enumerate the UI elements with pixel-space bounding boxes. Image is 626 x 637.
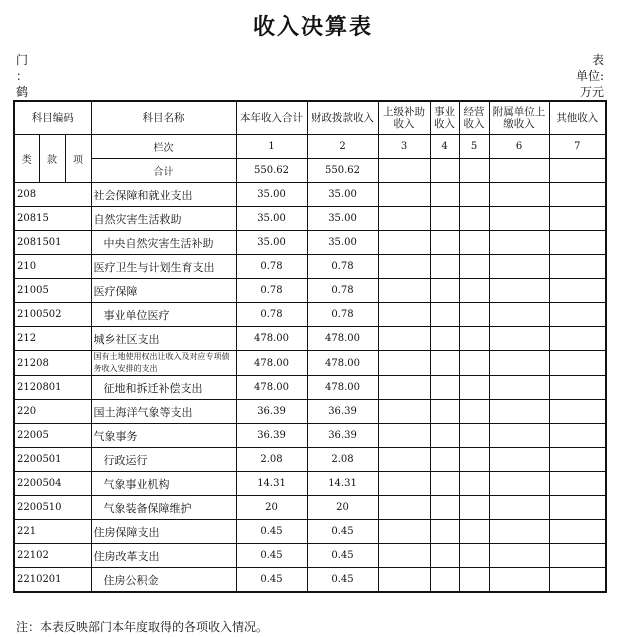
empty-cell xyxy=(549,327,606,351)
col-num-4: 4 xyxy=(430,135,459,159)
empty-cell xyxy=(459,424,489,448)
empty-cell xyxy=(459,183,489,207)
empty-cell xyxy=(489,183,549,207)
empty-cell xyxy=(489,303,549,327)
row-c2: 478.00 xyxy=(307,327,378,351)
form-label: 表 xyxy=(591,53,604,67)
empty-cell xyxy=(549,255,606,279)
row-code: 21208 xyxy=(14,351,91,376)
empty-cell xyxy=(430,472,459,496)
table-row xyxy=(14,568,606,593)
table-row xyxy=(14,255,606,279)
row-c1: 36.39 xyxy=(236,424,307,448)
row-code: 2120801 xyxy=(14,376,91,400)
row-code: 22102 xyxy=(14,544,91,568)
row-code: 2100502 xyxy=(14,303,91,327)
row-c2: 0.78 xyxy=(307,279,378,303)
header-c2: 财政拨款收入 xyxy=(307,101,378,135)
empty-cell xyxy=(459,400,489,424)
empty-cell xyxy=(549,568,606,593)
table-row xyxy=(14,376,606,400)
empty-cell xyxy=(378,255,430,279)
row-name: 征地和拆迁补偿支出 xyxy=(91,376,236,400)
empty-cell xyxy=(549,448,606,472)
row-name: 住房改革支出 xyxy=(91,544,236,568)
empty-cell xyxy=(459,496,489,520)
empty-cell xyxy=(378,400,430,424)
col-num-6: 6 xyxy=(489,135,549,159)
row-c1: 0.45 xyxy=(236,568,307,593)
row-name: 气象装备保障维护 xyxy=(91,496,236,520)
row-c2: 478.00 xyxy=(307,376,378,400)
table-row xyxy=(14,496,606,520)
table-row xyxy=(14,183,606,207)
row-c2: 2.08 xyxy=(307,448,378,472)
income-table xyxy=(13,100,607,593)
row-code: 2200510 xyxy=(14,496,91,520)
empty-cell xyxy=(430,496,459,520)
row-name: 自然灾害生活救助 xyxy=(91,207,236,231)
empty-cell xyxy=(378,520,430,544)
empty-cell xyxy=(378,568,430,593)
empty-cell xyxy=(459,376,489,400)
empty-cell xyxy=(489,279,549,303)
empty-cell xyxy=(459,231,489,255)
row-c1: 14.31 xyxy=(236,472,307,496)
row-name: 医疗保障 xyxy=(91,279,236,303)
empty-cell xyxy=(378,207,430,231)
row-c1: 35.00 xyxy=(236,207,307,231)
empty-cell xyxy=(489,231,549,255)
header-lei: 类 xyxy=(14,135,39,183)
row-c2: 35.00 xyxy=(307,207,378,231)
row-code: 212 xyxy=(14,327,91,351)
empty-cell xyxy=(459,520,489,544)
empty-cell xyxy=(549,207,606,231)
row-code: 20815 xyxy=(14,207,91,231)
empty-cell xyxy=(378,376,430,400)
dept-label-3: 鹤 xyxy=(16,85,29,99)
row-c1: 478.00 xyxy=(236,327,307,351)
empty-cell xyxy=(378,327,430,351)
row-c2: 35.00 xyxy=(307,183,378,207)
table-row xyxy=(14,231,606,255)
row-code: 2200504 xyxy=(14,472,91,496)
empty-cell xyxy=(549,496,606,520)
col-num-3: 3 xyxy=(378,135,430,159)
row-c1: 35.00 xyxy=(236,231,307,255)
header-name: 科目名称 xyxy=(91,101,236,135)
row-c1: 0.78 xyxy=(236,279,307,303)
table-row xyxy=(14,351,606,376)
empty-cell xyxy=(489,568,549,593)
row-name: 社会保障和就业支出 xyxy=(91,183,236,207)
empty-cell xyxy=(549,424,606,448)
empty-cell xyxy=(430,255,459,279)
row-code: 210 xyxy=(14,255,91,279)
empty-cell xyxy=(430,327,459,351)
empty-cell xyxy=(549,279,606,303)
empty-cell xyxy=(489,544,549,568)
row-c2: 20 xyxy=(307,496,378,520)
empty-cell xyxy=(430,376,459,400)
empty-cell xyxy=(378,544,430,568)
row-code: 2210201 xyxy=(14,568,91,593)
row-code: 2200501 xyxy=(14,448,91,472)
empty-cell xyxy=(489,255,549,279)
empty-cell xyxy=(430,207,459,231)
empty-cell xyxy=(430,183,459,207)
empty-cell xyxy=(459,351,489,376)
row-name: 城乡社区支出 xyxy=(91,327,236,351)
empty-cell xyxy=(378,183,430,207)
empty-cell xyxy=(378,303,430,327)
table-row xyxy=(14,400,606,424)
col-num-5: 5 xyxy=(459,135,489,159)
empty-cell xyxy=(430,400,459,424)
row-code: 208 xyxy=(14,183,91,207)
row-code: 2081501 xyxy=(14,231,91,255)
header-c5: 经营收入 xyxy=(459,101,489,135)
row-c1: 20 xyxy=(236,496,307,520)
row-name: 气象事务 xyxy=(91,424,236,448)
row-name: 中央自然灾害生活补助 xyxy=(91,231,236,255)
empty-cell xyxy=(378,472,430,496)
row-c2: 478.00 xyxy=(307,351,378,376)
row-c2: 0.78 xyxy=(307,303,378,327)
row-c2: 0.78 xyxy=(307,255,378,279)
empty-cell xyxy=(430,231,459,255)
empty-cell xyxy=(549,183,606,207)
total-c2: 550.62 xyxy=(307,159,378,183)
empty-cell xyxy=(430,303,459,327)
total-label: 合计 xyxy=(91,159,236,183)
row-c1: 35.00 xyxy=(236,183,307,207)
empty-cell xyxy=(459,544,489,568)
empty-cell xyxy=(549,544,606,568)
empty-cell xyxy=(489,400,549,424)
row-name: 行政运行 xyxy=(91,448,236,472)
row-c1: 0.78 xyxy=(236,255,307,279)
empty-cell xyxy=(549,472,606,496)
table-row xyxy=(14,472,606,496)
empty-cell xyxy=(459,448,489,472)
empty-cell xyxy=(378,424,430,448)
row-c1: 36.39 xyxy=(236,400,307,424)
col-num-2: 2 xyxy=(307,135,378,159)
row-name: 国土海洋气象等支出 xyxy=(91,400,236,424)
header-c4: 事业收入 xyxy=(430,101,459,135)
row-name: 住房保障支出 xyxy=(91,520,236,544)
row-name: 国有土地使用权出让收入及对应专项债务收入安排的支出 xyxy=(91,351,236,376)
empty-cell xyxy=(489,496,549,520)
table-row xyxy=(14,424,606,448)
row-c2: 0.45 xyxy=(307,544,378,568)
empty-cell xyxy=(459,568,489,593)
row-c1: 2.08 xyxy=(236,448,307,472)
header-c7: 其他收入 xyxy=(549,101,606,135)
row-name: 医疗卫生与计划生育支出 xyxy=(91,255,236,279)
empty-cell xyxy=(459,159,489,183)
row-name: 事业单位医疗 xyxy=(91,303,236,327)
table-row xyxy=(14,448,606,472)
empty-cell xyxy=(549,400,606,424)
empty-cell xyxy=(459,303,489,327)
footnote: 注：本表反映部门本年度取得的各项收入情况。 xyxy=(16,620,269,634)
empty-cell xyxy=(489,351,549,376)
row-c2: 0.45 xyxy=(307,568,378,593)
empty-cell xyxy=(430,424,459,448)
header-c3: 上级补助收入 xyxy=(378,101,430,135)
row-name: 气象事业机构 xyxy=(91,472,236,496)
row-c1: 478.00 xyxy=(236,376,307,400)
row-code: 22005 xyxy=(14,424,91,448)
row-c2: 36.39 xyxy=(307,400,378,424)
empty-cell xyxy=(430,448,459,472)
empty-cell xyxy=(430,351,459,376)
lanci-label: 栏次 xyxy=(91,135,236,159)
table-row xyxy=(14,520,606,544)
unit-value: 万元 xyxy=(579,85,604,99)
empty-cell xyxy=(549,376,606,400)
empty-cell xyxy=(549,159,606,183)
row-code: 221 xyxy=(14,520,91,544)
empty-cell xyxy=(459,327,489,351)
empty-cell xyxy=(430,279,459,303)
table-row xyxy=(14,327,606,351)
row-c2: 14.31 xyxy=(307,472,378,496)
table-row xyxy=(14,279,606,303)
dept-label-2: ： xyxy=(16,69,29,83)
empty-cell xyxy=(378,231,430,255)
empty-cell xyxy=(489,472,549,496)
row-c2: 35.00 xyxy=(307,231,378,255)
empty-cell xyxy=(489,207,549,231)
table-row xyxy=(14,544,606,568)
empty-cell xyxy=(549,231,606,255)
header-code: 科目编码 xyxy=(14,101,91,135)
empty-cell xyxy=(378,448,430,472)
empty-cell xyxy=(459,207,489,231)
empty-cell xyxy=(459,472,489,496)
row-c1: 0.78 xyxy=(236,303,307,327)
empty-cell xyxy=(430,159,459,183)
empty-cell xyxy=(489,376,549,400)
empty-cell xyxy=(430,544,459,568)
row-code: 21005 xyxy=(14,279,91,303)
empty-cell xyxy=(459,279,489,303)
empty-cell xyxy=(549,351,606,376)
col-num-1: 1 xyxy=(236,135,307,159)
header-c6: 附属单位上缴收入 xyxy=(489,101,549,135)
dept-label-1: 门 xyxy=(16,53,29,67)
empty-cell xyxy=(549,520,606,544)
row-c1: 0.45 xyxy=(236,544,307,568)
empty-cell xyxy=(489,448,549,472)
empty-cell xyxy=(459,255,489,279)
empty-cell xyxy=(549,303,606,327)
empty-cell xyxy=(430,520,459,544)
empty-cell xyxy=(378,279,430,303)
empty-cell xyxy=(489,424,549,448)
empty-cell xyxy=(378,496,430,520)
empty-cell xyxy=(430,568,459,593)
header-kuan: 款 xyxy=(39,135,65,183)
row-c2: 0.45 xyxy=(307,520,378,544)
total-c1: 550.62 xyxy=(236,159,307,183)
row-c1: 0.45 xyxy=(236,520,307,544)
empty-cell xyxy=(489,327,549,351)
table-row xyxy=(14,207,606,231)
table-row xyxy=(14,303,606,327)
empty-cell xyxy=(378,159,430,183)
page-title: 收入决算表 xyxy=(252,15,373,40)
empty-cell xyxy=(489,159,549,183)
row-c1: 478.00 xyxy=(236,351,307,376)
row-code: 220 xyxy=(14,400,91,424)
header-xiang: 项 xyxy=(65,135,91,183)
row-name: 住房公积金 xyxy=(91,568,236,593)
col-num-7: 7 xyxy=(549,135,606,159)
unit-label: 单位: xyxy=(575,69,604,83)
header-c1: 本年收入合计 xyxy=(236,101,307,135)
row-c2: 36.39 xyxy=(307,424,378,448)
empty-cell xyxy=(378,351,430,376)
empty-cell xyxy=(489,520,549,544)
